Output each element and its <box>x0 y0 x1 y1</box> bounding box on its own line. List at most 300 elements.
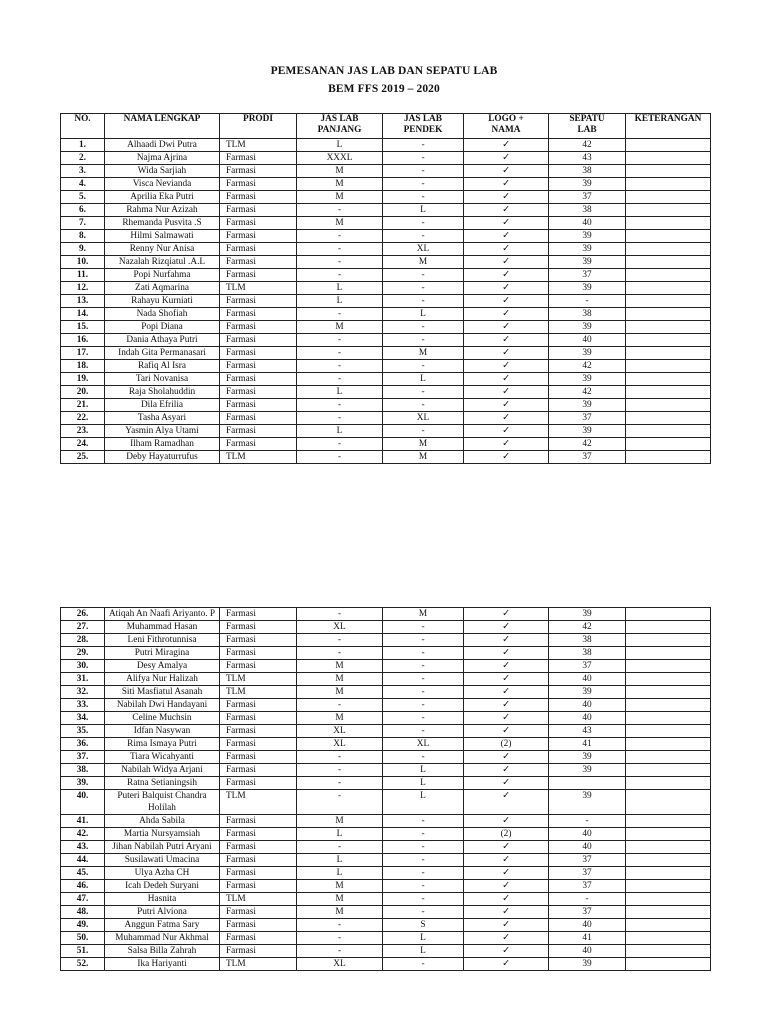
row-jas-pendek: - <box>383 828 464 841</box>
row-jas-pendek: - <box>383 399 464 412</box>
row-jas-panjang: - <box>297 764 383 777</box>
row-jas-panjang: XXXL <box>297 152 383 165</box>
row-name: Ahda Sabila <box>105 815 220 828</box>
row-number: 29. <box>61 647 105 660</box>
row-sepatu: 42 <box>549 621 626 634</box>
table-row <box>61 425 711 438</box>
row-prodi: Farmasi <box>220 880 297 893</box>
row-sepatu: 39 <box>549 243 626 256</box>
row-jas-panjang: M <box>297 660 383 673</box>
row-jas-panjang: XL <box>297 621 383 634</box>
row-jas-pendek: M <box>383 438 464 451</box>
row-keterangan <box>626 815 711 828</box>
table-row <box>61 686 711 699</box>
row-prodi: Farmasi <box>220 699 297 712</box>
row-prodi: TLM <box>220 282 297 295</box>
row-name: Anggun Fatma Sary <box>105 919 220 932</box>
row-keterangan <box>626 660 711 673</box>
row-sepatu: 42 <box>549 360 626 373</box>
row-number: 3. <box>61 165 105 178</box>
table-row <box>61 893 711 906</box>
row-keterangan <box>626 282 711 295</box>
row-jas-panjang: M <box>297 893 383 906</box>
row-prodi: Farmasi <box>220 777 297 790</box>
row-jas-panjang: - <box>297 608 383 621</box>
table-row <box>61 295 711 308</box>
row-jas-pendek: - <box>383 269 464 282</box>
row-number: 32. <box>61 686 105 699</box>
row-sepatu: 39 <box>549 321 626 334</box>
row-prodi: Farmasi <box>220 906 297 919</box>
row-logo-nama: ✓ <box>464 308 549 321</box>
row-sepatu: 38 <box>549 204 626 217</box>
row-jas-panjang: - <box>297 412 383 425</box>
row-sepatu: 37 <box>549 660 626 673</box>
row-keterangan <box>626 269 711 282</box>
table-row <box>61 673 711 686</box>
header-prodi: PRODI <box>220 114 297 139</box>
row-logo-nama: ✓ <box>464 673 549 686</box>
row-jas-pendek: M <box>383 451 464 464</box>
row-sepatu: - <box>549 295 626 308</box>
row-jas-panjang: - <box>297 699 383 712</box>
row-jas-panjang: - <box>297 647 383 660</box>
row-logo-nama: ✓ <box>464 139 549 152</box>
row-jas-panjang: M <box>297 880 383 893</box>
table-row <box>61 660 711 673</box>
row-keterangan <box>626 699 711 712</box>
table-row <box>61 621 711 634</box>
row-jas-panjang: - <box>297 243 383 256</box>
row-sepatu: 40 <box>549 841 626 854</box>
row-logo-nama: ✓ <box>464 660 549 673</box>
row-jas-pendek: L <box>383 373 464 386</box>
row-sepatu: 41 <box>549 738 626 751</box>
row-sepatu: 39 <box>549 425 626 438</box>
row-sepatu: 40 <box>549 334 626 347</box>
row-number: 6. <box>61 204 105 217</box>
row-keterangan <box>626 360 711 373</box>
row-sepatu: 42 <box>549 438 626 451</box>
row-keterangan <box>626 412 711 425</box>
row-number: 24. <box>61 438 105 451</box>
row-jas-pendek: - <box>383 841 464 854</box>
row-jas-pendek: - <box>383 958 464 971</box>
row-keterangan <box>626 673 711 686</box>
row-prodi: TLM <box>220 673 297 686</box>
row-jas-pendek: M <box>383 256 464 269</box>
row-jas-pendek: XL <box>383 243 464 256</box>
row-name: Alifya Nur Halizah <box>105 673 220 686</box>
row-number: 21. <box>61 399 105 412</box>
row-number: 7. <box>61 217 105 230</box>
row-logo-nama: ✓ <box>464 282 549 295</box>
row-sepatu: 37 <box>549 269 626 282</box>
row-jas-pendek: - <box>383 880 464 893</box>
row-keterangan <box>626 191 711 204</box>
order-table-page-2 <box>60 607 711 971</box>
row-name: Muhammad Hasan <box>105 621 220 634</box>
row-prodi: Farmasi <box>220 815 297 828</box>
row-keterangan <box>626 686 711 699</box>
row-sepatu: 38 <box>549 308 626 321</box>
row-prodi: TLM <box>220 451 297 464</box>
table-row <box>61 347 711 360</box>
row-jas-pendek: L <box>383 777 464 790</box>
row-logo-nama: ✓ <box>464 686 549 699</box>
table-body-page-2 <box>61 608 711 971</box>
row-number: 27. <box>61 621 105 634</box>
row-prodi: Farmasi <box>220 660 297 673</box>
row-keterangan <box>626 932 711 945</box>
row-jas-panjang: - <box>297 334 383 347</box>
row-name: Raja Sholahuddin <box>105 386 220 399</box>
row-name: Rafiq Al Isra <box>105 360 220 373</box>
row-name: Putri Alviona <box>105 906 220 919</box>
row-jas-pendek: - <box>383 673 464 686</box>
row-number: 11. <box>61 269 105 282</box>
table-row <box>61 712 711 725</box>
row-name: Desy Amalya <box>105 660 220 673</box>
row-name: Puteri Balquist Chandra Holilah <box>105 790 220 815</box>
row-jas-panjang: - <box>297 256 383 269</box>
row-logo-nama: ✓ <box>464 243 549 256</box>
row-keterangan <box>626 204 711 217</box>
table-row <box>61 777 711 790</box>
row-prodi: Farmasi <box>220 712 297 725</box>
table-row <box>61 958 711 971</box>
row-logo-nama: ✓ <box>464 790 549 815</box>
row-keterangan <box>626 880 711 893</box>
row-keterangan <box>626 308 711 321</box>
table-row <box>61 256 711 269</box>
header-jas-panjang <box>297 114 383 139</box>
table-row <box>61 828 711 841</box>
row-number: 38. <box>61 764 105 777</box>
table-row <box>61 321 711 334</box>
row-jas-pendek: - <box>383 217 464 230</box>
row-jas-pendek: - <box>383 893 464 906</box>
row-prodi: Farmasi <box>220 867 297 880</box>
row-jas-pendek: M <box>383 608 464 621</box>
row-prodi: Farmasi <box>220 399 297 412</box>
row-number: 49. <box>61 919 105 932</box>
row-keterangan <box>626 152 711 165</box>
row-prodi: Farmasi <box>220 347 297 360</box>
row-sepatu: 39 <box>549 373 626 386</box>
row-prodi: Farmasi <box>220 360 297 373</box>
row-sepatu: 40 <box>549 217 626 230</box>
row-prodi: Farmasi <box>220 725 297 738</box>
row-jas-pendek: XL <box>383 412 464 425</box>
row-name: Yasmin Alya Utami <box>105 425 220 438</box>
row-sepatu: 37 <box>549 191 626 204</box>
row-logo-nama: ✓ <box>464 712 549 725</box>
row-sepatu: 40 <box>549 699 626 712</box>
row-logo-nama: ✓ <box>464 764 549 777</box>
row-number: 2. <box>61 152 105 165</box>
row-jas-panjang: XL <box>297 738 383 751</box>
row-logo-nama: ✓ <box>464 269 549 282</box>
order-table-page-1 <box>60 113 711 464</box>
row-prodi: Farmasi <box>220 308 297 321</box>
row-prodi: Farmasi <box>220 841 297 854</box>
row-name: Leni Fithrotunnisa <box>105 634 220 647</box>
row-jas-panjang: L <box>297 867 383 880</box>
table-row <box>61 738 711 751</box>
row-number: 23. <box>61 425 105 438</box>
row-jas-pendek: - <box>383 139 464 152</box>
table-row <box>61 373 711 386</box>
row-jas-pendek: - <box>383 751 464 764</box>
row-sepatu: 38 <box>549 647 626 660</box>
row-sepatu: 39 <box>549 178 626 191</box>
table-row <box>61 152 711 165</box>
row-logo-nama: ✓ <box>464 412 549 425</box>
table-row <box>61 438 711 451</box>
row-prodi: Farmasi <box>220 191 297 204</box>
row-keterangan <box>626 751 711 764</box>
row-number: 39. <box>61 777 105 790</box>
row-logo-nama: ✓ <box>464 360 549 373</box>
row-jas-pendek: - <box>383 621 464 634</box>
table-row <box>61 608 711 621</box>
row-prodi: Farmasi <box>220 634 297 647</box>
row-jas-panjang: M <box>297 217 383 230</box>
row-prodi: Farmasi <box>220 269 297 282</box>
row-sepatu: 40 <box>549 945 626 958</box>
row-sepatu: 39 <box>549 399 626 412</box>
row-keterangan <box>626 919 711 932</box>
row-jas-pendek: - <box>383 647 464 660</box>
table-row <box>61 412 711 425</box>
row-number: 34. <box>61 712 105 725</box>
table-row <box>61 165 711 178</box>
row-logo-nama: ✓ <box>464 438 549 451</box>
row-jas-panjang: - <box>297 308 383 321</box>
header-sepatu-line2: LAB <box>577 125 597 135</box>
header-nama: NAMA LENGKAP <box>105 114 220 139</box>
table-row <box>61 880 711 893</box>
row-number: 46. <box>61 880 105 893</box>
row-logo-nama: ✓ <box>464 906 549 919</box>
row-prodi: Farmasi <box>220 334 297 347</box>
row-sepatu: 41 <box>549 932 626 945</box>
row-sepatu: 37 <box>549 451 626 464</box>
row-logo-nama: ✓ <box>464 256 549 269</box>
row-name: Rahayu Kurniati <box>105 295 220 308</box>
table-row <box>61 451 711 464</box>
row-logo-nama: (2) <box>464 828 549 841</box>
row-number: 17. <box>61 347 105 360</box>
row-logo-nama: ✓ <box>464 841 549 854</box>
row-keterangan <box>626 725 711 738</box>
row-jas-pendek: - <box>383 321 464 334</box>
row-keterangan <box>626 373 711 386</box>
table-row <box>61 204 711 217</box>
table-row <box>61 945 711 958</box>
row-keterangan <box>626 321 711 334</box>
row-prodi: Farmasi <box>220 764 297 777</box>
table-row <box>61 191 711 204</box>
row-prodi: TLM <box>220 958 297 971</box>
row-logo-nama: ✓ <box>464 451 549 464</box>
row-prodi: Farmasi <box>220 178 297 191</box>
row-logo-nama: ✓ <box>464 777 549 790</box>
row-prodi: Farmasi <box>220 295 297 308</box>
row-keterangan <box>626 139 711 152</box>
row-logo-nama: ✓ <box>464 191 549 204</box>
row-jas-pendek: - <box>383 867 464 880</box>
row-logo-nama: ✓ <box>464 815 549 828</box>
row-keterangan <box>626 334 711 347</box>
row-keterangan <box>626 841 711 854</box>
row-sepatu: 42 <box>549 139 626 152</box>
row-jas-pendek: - <box>383 152 464 165</box>
row-number: 36. <box>61 738 105 751</box>
row-prodi: Farmasi <box>220 412 297 425</box>
header-sepatu-line1: SEPATU <box>569 114 605 124</box>
row-jas-panjang: L <box>297 854 383 867</box>
row-keterangan <box>626 854 711 867</box>
row-keterangan <box>626 790 711 815</box>
row-prodi: Farmasi <box>220 438 297 451</box>
table-row <box>61 217 711 230</box>
row-jas-panjang: L <box>297 295 383 308</box>
row-jas-panjang: XL <box>297 725 383 738</box>
table-row <box>61 634 711 647</box>
row-logo-nama: ✓ <box>464 334 549 347</box>
row-sepatu: 39 <box>549 790 626 815</box>
row-jas-panjang: M <box>297 673 383 686</box>
row-jas-pendek: - <box>383 334 464 347</box>
row-jas-panjang: XL <box>297 958 383 971</box>
row-sepatu: 37 <box>549 854 626 867</box>
row-sepatu: 37 <box>549 867 626 880</box>
row-name: Indah Gita Permanasari <box>105 347 220 360</box>
row-jas-pendek: - <box>383 815 464 828</box>
row-jas-pendek: - <box>383 699 464 712</box>
row-jas-panjang: M <box>297 686 383 699</box>
row-name: Rhemanda Pusvita .S <box>105 217 220 230</box>
table-row <box>61 699 711 712</box>
row-logo-nama: ✓ <box>464 425 549 438</box>
row-jas-panjang: L <box>297 425 383 438</box>
row-logo-nama: ✓ <box>464 854 549 867</box>
table-row <box>61 725 711 738</box>
row-prodi: TLM <box>220 893 297 906</box>
header-jas-panjang-line2: PANJANG <box>317 125 362 135</box>
row-number: 5. <box>61 191 105 204</box>
row-name: Tiara Wicahyanti <box>105 751 220 764</box>
row-jas-pendek: - <box>383 725 464 738</box>
row-sepatu: - <box>549 893 626 906</box>
row-number: 14. <box>61 308 105 321</box>
row-name: Tasha Asyari <box>105 412 220 425</box>
row-logo-nama: ✓ <box>464 880 549 893</box>
row-prodi: Farmasi <box>220 256 297 269</box>
row-sepatu: 39 <box>549 608 626 621</box>
row-prodi: Farmasi <box>220 738 297 751</box>
row-sepatu: 39 <box>549 347 626 360</box>
row-logo-nama: ✓ <box>464 608 549 621</box>
row-logo-nama: ✓ <box>464 204 549 217</box>
row-logo-nama: ✓ <box>464 373 549 386</box>
row-name: Atiqah An Naafi Ariyanto. P <box>105 608 220 621</box>
row-name: Popi Diana <box>105 321 220 334</box>
table-row <box>61 906 711 919</box>
row-sepatu: 39 <box>549 282 626 295</box>
row-prodi: TLM <box>220 686 297 699</box>
row-prodi: Farmasi <box>220 751 297 764</box>
row-sepatu: 38 <box>549 165 626 178</box>
row-jas-panjang: L <box>297 282 383 295</box>
row-name: Jihan Nabilah Putri Aryani <box>105 841 220 854</box>
row-name: Nabilah Widya Arjani <box>105 764 220 777</box>
row-prodi: TLM <box>220 139 297 152</box>
row-prodi: Farmasi <box>220 828 297 841</box>
row-sepatu: 38 <box>549 634 626 647</box>
header-jas-pendek-line2: PENDEK <box>403 125 443 135</box>
row-number: 19. <box>61 373 105 386</box>
table-row <box>61 178 711 191</box>
header-jas-panjang-line1: JAS LAB <box>320 114 359 124</box>
table-row <box>61 308 711 321</box>
row-keterangan <box>626 945 711 958</box>
row-number: 28. <box>61 634 105 647</box>
row-sepatu: 39 <box>549 751 626 764</box>
document-subtitle: BEM FFS 2019 – 2020 <box>328 83 440 95</box>
row-prodi: Farmasi <box>220 621 297 634</box>
row-logo-nama: ✓ <box>464 867 549 880</box>
row-name: Wida Sarjiah <box>105 165 220 178</box>
row-keterangan <box>626 647 711 660</box>
row-jas-pendek: - <box>383 712 464 725</box>
row-jas-pendek: - <box>383 360 464 373</box>
row-prodi: Farmasi <box>220 230 297 243</box>
row-prodi: Farmasi <box>220 945 297 958</box>
table-row <box>61 399 711 412</box>
row-sepatu: 39 <box>549 256 626 269</box>
table-row <box>61 230 711 243</box>
table-row <box>61 647 711 660</box>
row-jas-pendek: - <box>383 425 464 438</box>
row-number: 9. <box>61 243 105 256</box>
row-jas-panjang: - <box>297 438 383 451</box>
row-prodi: Farmasi <box>220 425 297 438</box>
table-row <box>61 269 711 282</box>
row-logo-nama: ✓ <box>464 751 549 764</box>
row-number: 16. <box>61 334 105 347</box>
row-jas-panjang: - <box>297 945 383 958</box>
row-number: 26. <box>61 608 105 621</box>
header-no: NO. <box>61 114 105 139</box>
row-sepatu: 40 <box>549 673 626 686</box>
row-prodi: Farmasi <box>220 321 297 334</box>
row-keterangan <box>626 256 711 269</box>
row-keterangan <box>626 738 711 751</box>
row-jas-panjang: - <box>297 932 383 945</box>
row-keterangan <box>626 634 711 647</box>
row-jas-pendek: - <box>383 165 464 178</box>
row-jas-pendek: - <box>383 295 464 308</box>
row-jas-panjang: M <box>297 321 383 334</box>
row-name: Hilmi Salmawati <box>105 230 220 243</box>
row-number: 25. <box>61 451 105 464</box>
row-jas-panjang: - <box>297 347 383 360</box>
row-prodi: Farmasi <box>220 647 297 660</box>
row-sepatu: 40 <box>549 712 626 725</box>
